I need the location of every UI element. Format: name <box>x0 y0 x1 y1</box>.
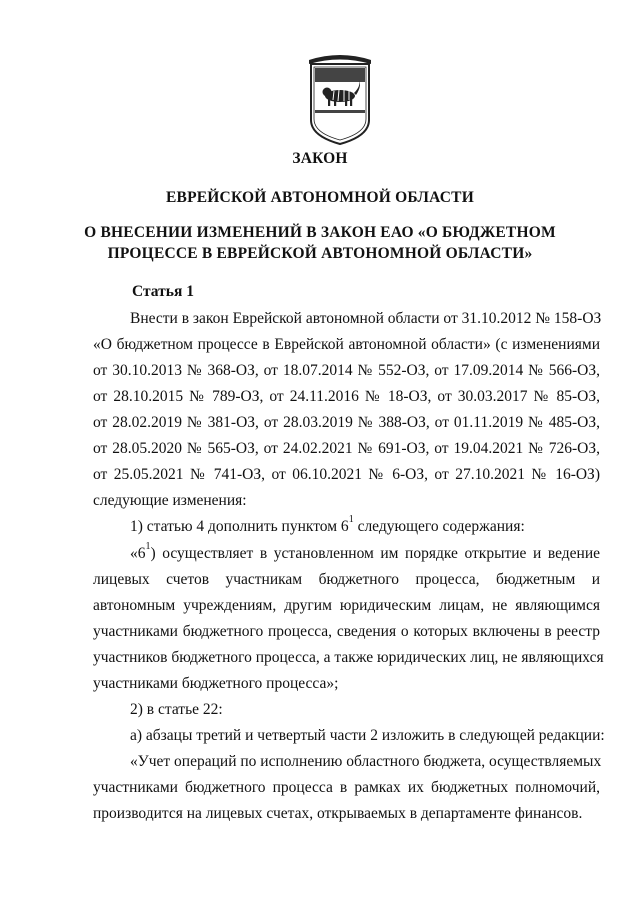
quote-line: «Учет операций по исполнению областного бюджета, осуществляемых <box>130 753 602 770</box>
amendment-item-1 <box>130 513 525 537</box>
paragraph-line: «О бюджетном процессе в Еврейской автономной области» (с изменениями <box>93 336 600 353</box>
quote-1-superscript: 1 <box>145 540 151 552</box>
quote-1-first: ) осуществляет в установленном им порядке открытие и ведение <box>150 545 600 562</box>
paragraph-line: от 28.05.2020 № 565-ОЗ, от 24.02.2021 № 691-ОЗ, от 19.04.2021 № 726-ОЗ, <box>93 440 600 457</box>
quote-1-pre: «6 <box>130 545 146 562</box>
law-title <box>0 222 640 264</box>
quote-1-first-line <box>130 540 600 564</box>
paragraph-line: от 28.02.2019 № 381-ОЗ, от 28.03.2019 № 388-ОЗ, от 01.11.2019 № 485-ОЗ, <box>93 414 600 431</box>
quote-line: лицевых счетов участникам бюджетного процесса, бюджетным и <box>93 571 600 588</box>
quote-line: участниками бюджетного процесса, сведения о которых включены в реестр <box>93 623 600 640</box>
amendment-item-2a: а) абзацы третий и четвертый части 2 изложить в следующей редакции: <box>130 727 605 744</box>
quote-line: производится на лицевых счетах, открываемых в департаменте финансов. <box>93 805 583 822</box>
quote-line: автономным учреждениям, другим юридическим лицам, не являющимся <box>93 597 600 614</box>
paragraph-line: от 30.10.2013 № 368-ОЗ, от 18.07.2014 № 552-ОЗ, от 17.09.2014 № 566-ОЗ, <box>93 362 600 379</box>
law-title-line-2: ПРОЦЕССЕ В ЕВРЕЙСКОЙ АВТОНОМНОЙ ОБЛАСТИ» <box>107 245 533 262</box>
paragraph-line: от 25.05.2021 № 741-ОЗ, от 06.10.2021 № 6-ОЗ, от 27.10.2021 № 16-ОЗ) <box>93 466 600 483</box>
coat-of-arms-icon <box>303 50 377 146</box>
paragraph-line: от 28.10.2015 № 789-ОЗ, от 24.11.2016 № 18-ОЗ, от 30.03.2017 № 85-ОЗ, <box>93 388 600 405</box>
quote-line: участниками бюджетного процесса»; <box>93 675 339 692</box>
item-1-superscript: 1 <box>348 513 354 525</box>
quote-line: участников бюджетного процесса, а также юридических лиц, не являющихся <box>93 649 604 666</box>
amendment-item-2: 2) в статье 22: <box>130 701 223 718</box>
article-heading: Статья 1 <box>132 283 194 300</box>
quote-line: участниками бюджетного процесса в рамках их бюджетных полномочий, <box>93 779 600 796</box>
paragraph-line: Внести в закон Еврейской автономной области от 31.10.2012 № 158-ОЗ <box>130 310 602 327</box>
law-title-line-1: О ВНЕСЕНИИ ИЗМЕНЕНИЙ В ЗАКОН ЕАО «О БЮДЖЕТНОМ <box>84 224 556 241</box>
paragraph-line: следующие изменения: <box>93 492 247 509</box>
document-type-heading: ЗАКОН <box>292 150 348 167</box>
region-heading: ЕВРЕЙСКОЙ АВТОНОМНОЙ ОБЛАСТИ <box>166 189 474 206</box>
item-1-text-pre: 1) статью 4 дополнить пунктом 6 <box>130 518 349 535</box>
item-1-text-post: следующего содержания: <box>353 518 525 535</box>
